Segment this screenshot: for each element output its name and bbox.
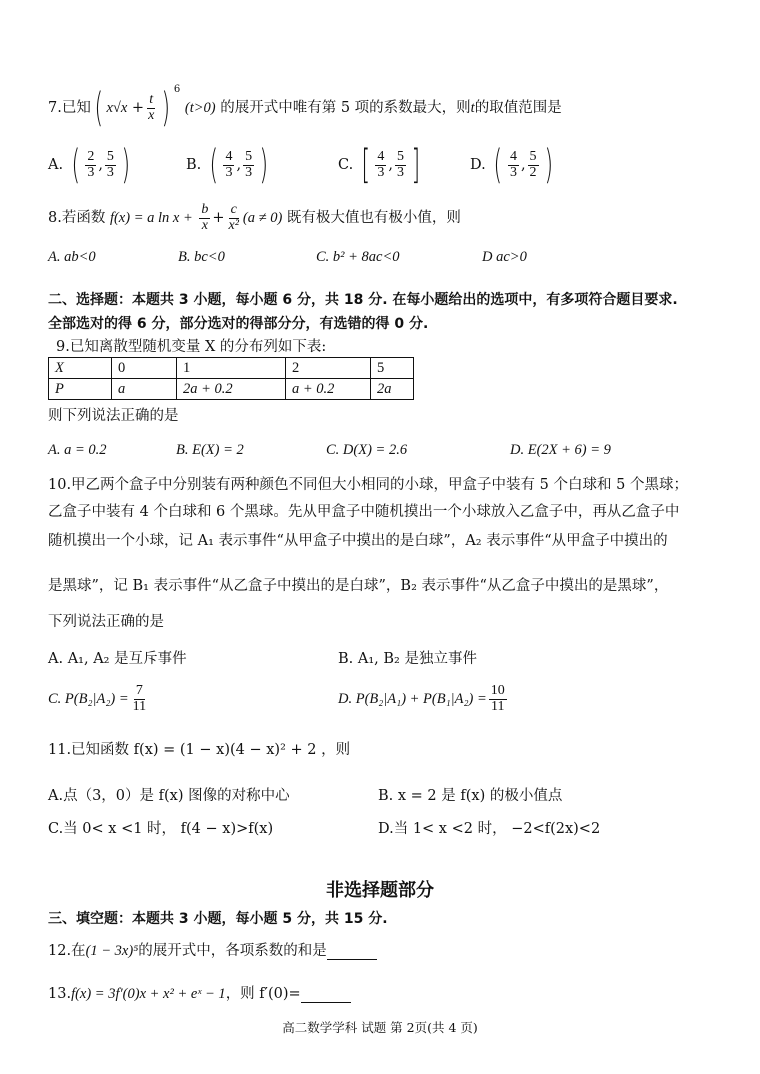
q8-cond: (a ≠ 0) bbox=[242, 210, 283, 227]
q11-option-b[interactable]: B. x = 2 是 f(x) 的极小值点 bbox=[378, 788, 563, 804]
q9-after: 则下列说法正确的是 bbox=[48, 408, 179, 424]
q10-option-a[interactable]: A. A₁, A₂ 是互斥事件 bbox=[48, 651, 187, 667]
q7-expr-x: x√x bbox=[106, 100, 128, 116]
q11-stem: 11.已知函数 f(x) = (1 − x)(4 − x)² + 2 ，则 bbox=[48, 742, 351, 758]
q7-var: t bbox=[470, 100, 475, 116]
section2-line2: 全部选对的得 6 分，部分选对的得部分分，有选错的得 0 分. bbox=[48, 316, 429, 332]
q7-option-c[interactable]: C. [ $\frac{4}{3}$ , $\frac{5}{3}$ ] bbox=[338, 142, 421, 188]
q7-tail: 的取值范围是 bbox=[474, 100, 562, 116]
q11-option-c[interactable]: C.当 0< x <1 时， f(4 − x)>f(x) bbox=[48, 821, 274, 837]
q8-frac-c: $\frac{c}{\text{x²}}$ bbox=[228, 202, 239, 233]
q10-line5: 下列说法正确的是 bbox=[48, 614, 164, 630]
q7-number: 7.已知 bbox=[48, 100, 91, 116]
q11-option-a[interactable]: A.点（3，0）是 f(x) 图像的对称中心 bbox=[48, 788, 290, 804]
table-cell: 2 bbox=[286, 358, 371, 379]
q7-option-b[interactable]: B. ( $\frac{4}{3}$ , $\frac{5}{3}$ ) bbox=[186, 142, 269, 188]
q8-option-a[interactable]: A. ab<0 bbox=[48, 249, 96, 265]
table-cell: 1 bbox=[177, 358, 286, 379]
q9-option-c[interactable]: C. D(X) = 2.6 bbox=[326, 442, 408, 458]
q10-option-b[interactable]: B. A₁, B₂ 是独立事件 bbox=[338, 651, 477, 667]
q12-stem: 12.在(1 − 3x)⁵的展开式中，各项系数的和是 bbox=[48, 943, 377, 960]
table-row bbox=[49, 379, 414, 400]
q9-option-a[interactable]: A. a = 0.2 bbox=[48, 442, 107, 458]
q10-line2: 乙盒子中装有 4 个白球和 6 个黑球。先从甲盒子中随机摸出一个小球放入乙盒子中，再从乙盒子中 bbox=[48, 504, 680, 520]
section3-heading: 非选择题部分 bbox=[326, 880, 434, 901]
q9-option-b[interactable]: B. E(X) = 2 bbox=[176, 442, 244, 458]
q8-option-c[interactable]: C. b² + 8ac<0 bbox=[316, 249, 400, 265]
q8-option-b[interactable]: B. bc<0 bbox=[178, 249, 225, 265]
q10-line3: 随机摸出一个小球，记 A₁ 表示事件“从甲盒子中摸出的是白球”，A₂ 表示事件“从甲盒子中摸出的 bbox=[48, 533, 668, 549]
q10-option-c[interactable]: C. P(B₂|A₂) = $\frac{7}{11}$ bbox=[48, 683, 147, 714]
q9-stem: 9.已知离散型随机变量 X 的分布列如下表: bbox=[56, 339, 327, 355]
table-cell: P bbox=[49, 379, 112, 400]
q9-option-d[interactable]: D. E(2X + 6) = 9 bbox=[510, 442, 611, 458]
q8-frac-b: $\frac{b}{x}$ bbox=[201, 202, 209, 233]
table-cell: X bbox=[49, 358, 112, 379]
section2-title: 二、选择题：本题共 3 小题，每小题 6 分，共 18 分. 在每小题给出的选项中，有多项符合题目要求. bbox=[48, 292, 678, 308]
q12-answer-blank[interactable] bbox=[327, 945, 377, 960]
page-footer: 高二数学学科 试题 第 2页(共 4 页) bbox=[282, 1020, 478, 1035]
q7-stem: 7.已知( x√x + $\frac{t}{x}$ ) $^6$ (t>0) 的展开式中唯有第 5 项的系数最大，则t的取值范围是 bbox=[48, 84, 562, 131]
table-cell: a bbox=[112, 379, 177, 400]
q7-option-a[interactable]: A. ( $\frac{2}{3}$ , $\frac{5}{3}$ ) bbox=[48, 142, 131, 188]
distribution-table bbox=[48, 357, 414, 400]
q13-stem: 13.f(x) = 3f′(0)x + x² + eˣ − 1，则 f′(0)= bbox=[48, 986, 351, 1003]
q10-line1: 10.甲乙两个盒子中分别装有两种颜色不同但大小相同的小球，甲盒子中装有 5 个白球和 5 个黑球； bbox=[48, 477, 688, 493]
table-cell: 2a + 0.2 bbox=[177, 379, 286, 400]
q8-number: 8.若函数 bbox=[48, 210, 106, 227]
table-cell: a + 0.2 bbox=[286, 379, 371, 400]
q11-option-d[interactable]: D.当 1< x <2 时， −2<f(2x)<2 bbox=[378, 821, 601, 837]
q7-frac: $\frac{t}{x}$ bbox=[148, 91, 155, 123]
q8-func: f(x) = a ln x + bbox=[109, 210, 193, 227]
q8-text: 既有极大值也有极小值，则 bbox=[286, 210, 461, 227]
table-cell: 5 bbox=[371, 358, 414, 379]
table-cell: 0 bbox=[112, 358, 177, 379]
q13-answer-blank[interactable] bbox=[301, 988, 351, 1003]
q8-option-d[interactable]: D ac>0 bbox=[482, 249, 527, 265]
q8-stem: 8.若函数 f(x) = a ln x + $\frac{b}{x}$ + $\frac{c}{\text{x²}}$ (a ≠ 0) 既有极大值也有极小值，则 bbox=[48, 202, 461, 233]
q7-cond: (t>0) bbox=[184, 100, 216, 116]
q7-text: 的展开式中唯有第 5 项的系数最大，则 bbox=[220, 100, 471, 116]
q10-line4: 是黑球”，记 B₁ 表示事件“从乙盒子中摸出的是白球”，B₂ 表示事件“从乙盒子中摸出的是黑球”， bbox=[48, 578, 669, 594]
q7-power: 6 bbox=[173, 84, 181, 96]
table-cell: 2a bbox=[371, 379, 414, 400]
q7-option-d[interactable]: D. ( $\frac{4}{3}$ , $\frac{5}{2}$ ) bbox=[470, 142, 553, 188]
q10-option-d[interactable]: D. P(B₂|A₁) + P(B₁|A₂) = $\frac{10}{11}$ bbox=[338, 683, 505, 714]
section3-title: 三、填空题：本题共 3 小题，每小题 5 分，共 15 分. bbox=[48, 911, 388, 927]
table-row bbox=[49, 358, 414, 379]
